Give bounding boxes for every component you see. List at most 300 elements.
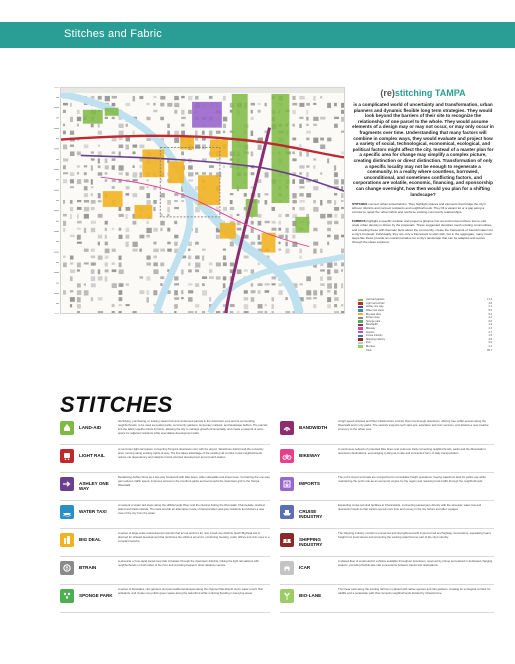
intro-title-main: stitching TAMPA bbox=[394, 88, 466, 98]
map-building bbox=[223, 249, 226, 251]
map-building bbox=[265, 103, 267, 106]
map-building bbox=[292, 158, 296, 161]
map-building bbox=[202, 249, 206, 251]
divider bbox=[280, 472, 494, 473]
map-building bbox=[251, 283, 253, 286]
map-building bbox=[119, 207, 122, 211]
legend-swatch bbox=[358, 349, 363, 351]
map-building bbox=[334, 304, 337, 307]
map-building bbox=[119, 269, 124, 274]
map-building bbox=[272, 221, 276, 224]
map-building bbox=[119, 214, 124, 217]
map-building bbox=[146, 228, 151, 233]
map-building bbox=[84, 165, 87, 167]
map-building bbox=[306, 172, 308, 177]
map-building bbox=[341, 269, 343, 271]
map-building bbox=[265, 221, 270, 223]
stitch-description: A shared fleet of small electric vehicles available throughout downtown, reserved by phone and parked in dedicated charging stations, providing flexible last-mile connections between transit and destinations. bbox=[338, 559, 493, 567]
map-building bbox=[146, 193, 150, 198]
stitch-sponge-park[interactable] bbox=[60, 587, 270, 609]
map-building bbox=[98, 144, 100, 146]
map-building bbox=[195, 228, 198, 233]
map-building bbox=[139, 276, 143, 278]
map-building bbox=[146, 221, 149, 224]
map-building bbox=[244, 269, 248, 271]
stitch-description: The port's import terminals are reorganized to consolidate freight operations, freeing waterfront land for public use while maintaining the port's role as an economic engine for the region and reducing truck traffic through the neighborhoods. bbox=[338, 475, 486, 483]
map-building bbox=[195, 269, 199, 272]
intro-column bbox=[352, 88, 494, 244]
map-building bbox=[181, 200, 184, 202]
map-building bbox=[334, 207, 339, 211]
map-building bbox=[230, 311, 233, 313]
map-building bbox=[70, 131, 74, 135]
map-building bbox=[285, 242, 287, 247]
map-building bbox=[98, 242, 100, 246]
stitch-description: The shipping industry corridor is preserved and strengthened with improved rail and highway connections, separating heavy freight from local streets and protecting the working waterfront as part of the city's identity. bbox=[338, 531, 491, 539]
legend-label: Land aid parcels bbox=[366, 298, 385, 302]
map-building bbox=[313, 124, 317, 126]
map-building bbox=[153, 103, 155, 106]
map-building bbox=[265, 172, 269, 177]
stitches-definition-label: STITCHES bbox=[352, 202, 368, 207]
map-building bbox=[160, 311, 162, 313]
map-building bbox=[313, 207, 318, 212]
map-building bbox=[105, 96, 110, 101]
map-building bbox=[160, 103, 164, 107]
legend-swatch bbox=[358, 299, 363, 301]
map-building bbox=[70, 262, 73, 264]
map-building bbox=[341, 262, 344, 266]
legend-label: Total bbox=[366, 348, 372, 352]
map-building bbox=[306, 103, 310, 106]
legend-value: 1.5 bbox=[488, 334, 492, 338]
legend-value: 4.8 bbox=[488, 337, 492, 341]
map-building bbox=[70, 297, 75, 302]
map-building bbox=[299, 117, 303, 119]
map-building bbox=[153, 200, 156, 204]
map-building bbox=[146, 200, 150, 205]
map-building bbox=[146, 117, 150, 120]
stitch-icar[interactable] bbox=[280, 559, 494, 581]
map-building bbox=[132, 221, 136, 225]
map-building bbox=[334, 235, 339, 240]
legend-value: 9.4 bbox=[488, 312, 492, 316]
map-building bbox=[334, 172, 338, 177]
map-building bbox=[292, 200, 296, 203]
map-building bbox=[63, 290, 66, 294]
map-building bbox=[313, 158, 316, 160]
map-building bbox=[258, 200, 260, 203]
map-building bbox=[195, 172, 198, 174]
map-building bbox=[320, 283, 325, 286]
map-building bbox=[112, 262, 115, 264]
map-building bbox=[112, 228, 114, 230]
legend-label: Imports bbox=[366, 330, 375, 334]
legend-label: Bio lane bbox=[366, 345, 376, 349]
legend-label: Shipping industry bbox=[366, 337, 386, 341]
map-building bbox=[181, 131, 185, 135]
map-building bbox=[188, 179, 193, 182]
legend-swatch bbox=[358, 327, 363, 329]
map-building bbox=[258, 103, 261, 105]
legend-swatch bbox=[358, 342, 363, 344]
ashley-one-way-icon bbox=[60, 477, 74, 491]
map-building bbox=[119, 151, 121, 156]
stitch-name: SPONGE PARK bbox=[79, 593, 113, 598]
map-building bbox=[341, 110, 344, 114]
stitch-shipping-industry[interactable] bbox=[280, 531, 494, 553]
map-building bbox=[278, 290, 282, 295]
map-building bbox=[139, 165, 142, 168]
map-building bbox=[63, 110, 66, 113]
map-building bbox=[84, 228, 86, 233]
map-building bbox=[167, 249, 172, 252]
divider bbox=[60, 528, 270, 529]
map-building bbox=[306, 290, 311, 295]
map-building bbox=[216, 311, 220, 313]
map-building bbox=[126, 304, 130, 306]
map-building bbox=[313, 165, 315, 168]
map-building bbox=[84, 186, 88, 190]
map-building bbox=[334, 103, 337, 106]
map-building bbox=[195, 138, 198, 141]
map-building bbox=[216, 276, 221, 279]
map-building bbox=[265, 311, 268, 313]
stitch-name: LAND-AID bbox=[79, 425, 102, 430]
legend-value: 5.0 bbox=[488, 309, 492, 313]
map-building bbox=[98, 124, 100, 128]
downtown-map[interactable] bbox=[60, 87, 345, 314]
map-building bbox=[195, 242, 199, 245]
stitch-bikeway[interactable] bbox=[280, 447, 494, 469]
map-building bbox=[216, 131, 221, 134]
map-building bbox=[202, 290, 207, 295]
bandwidth-icon bbox=[280, 421, 294, 435]
map-building bbox=[174, 304, 178, 309]
map-building bbox=[223, 262, 227, 266]
map-building bbox=[112, 311, 115, 313]
map-building bbox=[91, 200, 96, 204]
map-building bbox=[320, 117, 325, 120]
map-building bbox=[160, 96, 165, 100]
map-building bbox=[91, 124, 94, 128]
map-building bbox=[174, 207, 179, 209]
map-building bbox=[251, 172, 255, 175]
map-building bbox=[98, 193, 101, 198]
map-building bbox=[126, 242, 129, 247]
map-building bbox=[105, 249, 110, 254]
map-building bbox=[306, 131, 311, 134]
map-building bbox=[306, 193, 311, 197]
map-building bbox=[63, 165, 66, 169]
stitches-heading: STITCHES bbox=[60, 392, 173, 417]
map-building bbox=[174, 276, 178, 280]
map-building bbox=[126, 124, 128, 127]
map-building bbox=[126, 283, 129, 286]
stitch-description: A continuous network of protected bike lanes and multi-use trails connecting neighborhoods, parks and the Riverwalk to downtown destinations, encouraging cycling as a safe and convenient form of daily transportation. bbox=[338, 447, 486, 455]
legend-swatch bbox=[358, 320, 363, 322]
map-building bbox=[320, 172, 322, 175]
legend-label: Water taxi stops bbox=[366, 309, 384, 313]
map-building bbox=[334, 179, 339, 184]
map-building bbox=[195, 262, 200, 267]
map-building bbox=[258, 110, 261, 113]
map-building bbox=[244, 193, 247, 197]
legend-label: iCar bbox=[366, 341, 371, 345]
map-building bbox=[341, 179, 344, 184]
map-building bbox=[132, 242, 137, 247]
map-building bbox=[126, 172, 129, 176]
map-building bbox=[299, 124, 301, 128]
map-building bbox=[188, 262, 190, 266]
map-building bbox=[278, 221, 281, 225]
map-building bbox=[341, 207, 344, 209]
map-building bbox=[251, 151, 254, 156]
legend-swatch bbox=[358, 335, 363, 337]
map-building bbox=[188, 110, 192, 114]
map-building bbox=[112, 269, 117, 272]
map-building bbox=[299, 144, 301, 147]
map-building bbox=[202, 276, 207, 279]
map-building bbox=[327, 200, 331, 203]
divider bbox=[280, 444, 494, 445]
map-building bbox=[63, 221, 66, 226]
stitch-bio-lane[interactable] bbox=[280, 587, 494, 609]
map-building bbox=[77, 200, 81, 202]
map-building bbox=[63, 158, 68, 161]
stitch-name: IMPORTS bbox=[299, 481, 320, 486]
map-building bbox=[119, 256, 122, 260]
legend-label: Light rail corridor bbox=[366, 301, 385, 305]
map-building bbox=[223, 96, 226, 101]
map-building bbox=[244, 304, 249, 309]
map-building bbox=[223, 124, 226, 128]
map-building bbox=[327, 214, 332, 218]
map-building bbox=[112, 186, 115, 189]
stitch-description: A series of bioswales, rain gardens and permeable landscapes along the channel that absorb storm water runoff, filter pollutants, and create new public green space along the waterfront while reducing flooding in low-lying areas. bbox=[118, 587, 264, 595]
map-building bbox=[112, 304, 115, 307]
map-building bbox=[174, 297, 179, 300]
map-building bbox=[132, 179, 137, 181]
map-building bbox=[91, 221, 96, 224]
map-building bbox=[181, 269, 183, 274]
map-building bbox=[77, 269, 80, 271]
stitch-name: BTRAIN bbox=[79, 565, 97, 570]
map-building bbox=[292, 151, 294, 154]
map-building bbox=[334, 311, 339, 313]
map-building bbox=[84, 200, 89, 203]
map-building bbox=[216, 235, 220, 239]
imports-parcel bbox=[192, 102, 222, 128]
map-building bbox=[341, 214, 344, 219]
legend-swatch bbox=[358, 338, 363, 340]
map-building bbox=[70, 151, 75, 156]
stitch-imports[interactable] bbox=[280, 475, 494, 497]
legend-swatch bbox=[358, 324, 363, 326]
map-building bbox=[153, 256, 157, 259]
map-building bbox=[119, 262, 122, 267]
map-building bbox=[299, 200, 304, 203]
map-building bbox=[299, 151, 302, 156]
stitch-water-taxi[interactable] bbox=[60, 503, 270, 525]
map-building bbox=[230, 304, 235, 307]
map-building bbox=[202, 256, 204, 261]
map-building bbox=[160, 117, 164, 120]
stitch-btrain[interactable] bbox=[60, 559, 270, 581]
divider bbox=[60, 584, 270, 585]
map-building bbox=[77, 172, 79, 174]
map-building bbox=[126, 214, 128, 219]
map-building bbox=[341, 117, 344, 122]
map-building bbox=[70, 276, 73, 281]
map-building bbox=[77, 304, 81, 308]
map-building bbox=[112, 158, 116, 160]
map-building bbox=[84, 172, 87, 175]
map-building bbox=[292, 193, 296, 198]
stitch-bandwidth[interactable] bbox=[280, 419, 494, 441]
map-building bbox=[84, 249, 89, 252]
map-building bbox=[327, 103, 331, 108]
map-building bbox=[146, 186, 148, 188]
map-building bbox=[160, 262, 164, 266]
map-building bbox=[188, 283, 192, 285]
stitch-big-deal[interactable] bbox=[60, 531, 270, 553]
map-building bbox=[84, 193, 88, 197]
map-building bbox=[251, 297, 255, 302]
map-building bbox=[306, 124, 309, 126]
map-building bbox=[299, 186, 304, 188]
map-building bbox=[91, 297, 93, 301]
map-building bbox=[105, 235, 107, 239]
legend-label: B-train route bbox=[366, 316, 380, 320]
map-building bbox=[195, 96, 199, 100]
stitch-cruise-industry[interactable] bbox=[280, 503, 494, 525]
map-building bbox=[139, 235, 144, 239]
divider bbox=[60, 472, 270, 473]
map-building bbox=[105, 228, 107, 231]
stitch-land-aid[interactable] bbox=[60, 419, 270, 441]
map-building bbox=[258, 235, 260, 240]
map-building bbox=[112, 283, 117, 288]
map-building bbox=[105, 172, 108, 174]
map-building bbox=[299, 249, 302, 254]
map-building bbox=[139, 249, 141, 252]
map-building bbox=[126, 228, 130, 232]
stitches-definition-text: connect urban social fabrics. They highlight spaces and elements that bridge the city's leftover districts and connect residents and neighborhoods. They fill a vacant lot or a gap along a corridor to repair the urban fabric and reinforce existing community relationships. bbox=[352, 202, 486, 215]
map-building bbox=[63, 144, 67, 149]
map-building bbox=[278, 242, 280, 245]
map-building bbox=[132, 151, 135, 154]
map-building bbox=[77, 207, 82, 210]
map-building bbox=[313, 96, 315, 101]
svg-text:B: B bbox=[65, 565, 69, 571]
map-building bbox=[265, 193, 269, 195]
legend-swatch bbox=[358, 331, 363, 333]
map-building bbox=[209, 131, 212, 136]
divider bbox=[60, 444, 270, 445]
legend-value: 2.1 bbox=[488, 305, 492, 309]
map-building bbox=[174, 110, 177, 114]
map-building bbox=[313, 138, 318, 143]
map-building bbox=[237, 214, 240, 216]
map-building bbox=[77, 124, 79, 127]
map-building bbox=[251, 103, 255, 106]
map-building bbox=[98, 297, 103, 300]
map-building bbox=[119, 144, 124, 148]
map-building bbox=[320, 214, 325, 219]
map-building bbox=[278, 228, 281, 231]
legend-value: 0.9 bbox=[488, 341, 492, 345]
map-building bbox=[223, 256, 226, 260]
map-building bbox=[327, 138, 331, 142]
map-building bbox=[313, 186, 318, 190]
map-building bbox=[112, 138, 117, 142]
map-building bbox=[258, 214, 262, 218]
map-building bbox=[70, 172, 74, 176]
map-building bbox=[188, 172, 193, 176]
map-building bbox=[77, 214, 79, 219]
map-building bbox=[105, 158, 108, 163]
map-building bbox=[146, 290, 149, 295]
shipping-industry-icon bbox=[280, 533, 294, 547]
map-grid-ticks-left bbox=[54, 87, 59, 314]
map-building bbox=[112, 96, 117, 99]
map-building bbox=[98, 131, 102, 135]
map-building bbox=[84, 283, 86, 286]
map-building bbox=[153, 228, 157, 232]
map-building bbox=[202, 144, 206, 149]
map-building bbox=[327, 297, 331, 302]
map-building bbox=[327, 262, 332, 267]
map-building bbox=[244, 311, 249, 313]
legend-value: 65.7 bbox=[487, 348, 492, 352]
legend-swatch bbox=[358, 317, 363, 319]
map-building bbox=[188, 256, 191, 260]
map-building bbox=[292, 235, 295, 239]
stitch-description: A high-speed wireless and fiber infrastructure corridor that runs through downtown, offering free public access along the Riverwalk and in city parks. The network supports tech start-ups, education and civic services, and attracts a new creative economy to the urban core. bbox=[338, 419, 489, 431]
map-building bbox=[167, 200, 171, 205]
stitch-description: A series of large-scale redevelopment parcels that act as anchors for new mixed-use districts. Each Big Deal site is planned for phased development that reinforces the stitches around it, combining housing, retail, offices and civic uses in a compact footprint. bbox=[118, 531, 270, 543]
map-building bbox=[84, 290, 89, 295]
map-building bbox=[299, 96, 304, 100]
map-building bbox=[160, 276, 164, 279]
map-building bbox=[209, 262, 212, 265]
map-building bbox=[313, 249, 316, 254]
map-building bbox=[77, 297, 81, 302]
intro-title-prefix: (re) bbox=[380, 88, 395, 98]
stitch-light-rail[interactable] bbox=[60, 447, 270, 469]
stitch-description: Expanding cruise terminal facilities at Channelside, connecting passengers directly with the streetcar, water taxi and downtown hotels so that visitors spend more time and money in the city before and after voyages. bbox=[338, 503, 482, 511]
map-building bbox=[174, 242, 178, 246]
map-building bbox=[77, 235, 81, 240]
map-building bbox=[202, 283, 205, 286]
map-building bbox=[112, 151, 116, 154]
map-building bbox=[146, 256, 150, 260]
map-building bbox=[237, 269, 242, 274]
stitch-ashley-one-way[interactable] bbox=[60, 475, 270, 497]
map-building bbox=[91, 207, 95, 210]
map-building bbox=[70, 290, 73, 292]
map-building bbox=[153, 242, 156, 245]
map-building bbox=[320, 96, 322, 99]
legend-value: 3.8 bbox=[488, 301, 492, 305]
map-building bbox=[146, 103, 149, 105]
map-building bbox=[181, 297, 183, 299]
map-building bbox=[320, 200, 322, 205]
map-building bbox=[139, 172, 142, 177]
map-building bbox=[278, 283, 283, 286]
map-building bbox=[91, 165, 93, 170]
